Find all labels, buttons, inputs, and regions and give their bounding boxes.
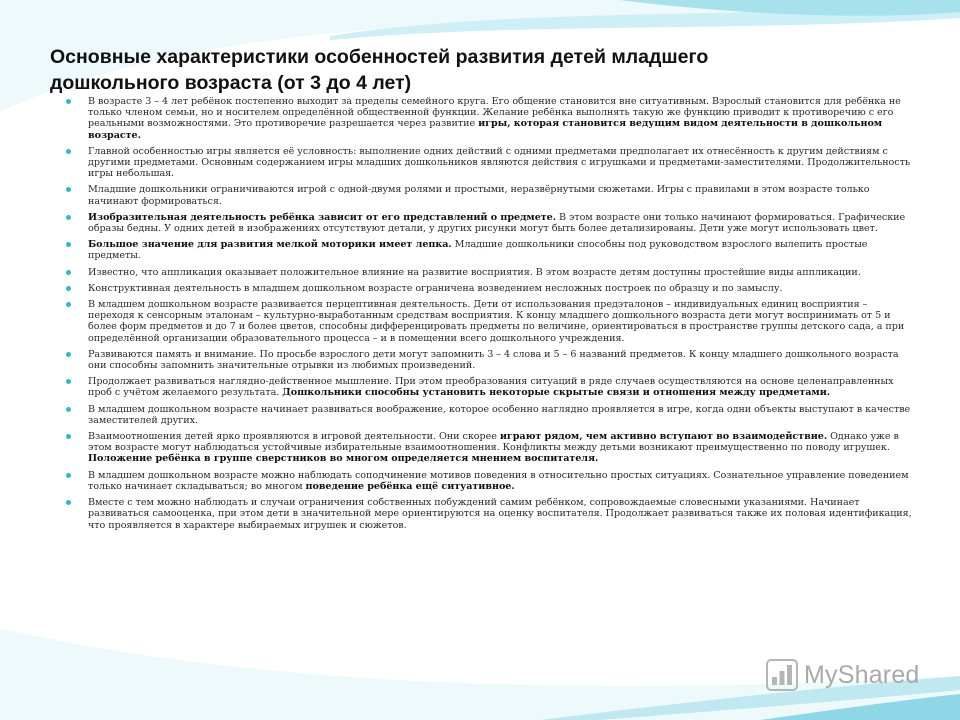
bullet-item bbox=[66, 497, 916, 531]
bullet-item bbox=[66, 283, 916, 294]
watermark bbox=[766, 657, 920, 693]
watermark-text: MyShared bbox=[804, 660, 920, 689]
bullet-item bbox=[66, 146, 916, 180]
bullet-item bbox=[66, 376, 916, 398]
bullet-item bbox=[66, 267, 916, 278]
bullet-text: Известно, что аппликация оказывает положительное влияние на развитие восприятия. В этом возрасте детям доступны простейшие виды аппликации. bbox=[88, 266, 861, 278]
bullet-item bbox=[66, 239, 916, 261]
bullet-text: Продолжает развиваться наглядно-действенное мышление. При этом преобразования ситуаций в ряде случаев осуществляются на основе целенаправленных проб с учётом желаемого результата. bbox=[88, 376, 894, 399]
bullet-text: Однако уже в этом возрасте могут наблюдаться устойчивые избирательные взаимоотношения. Конфликты между детьми возникают преимущественно по поводу игрушек. bbox=[88, 431, 899, 454]
bullet-text: Главной особенностью игры является её условность: выполнение одних действий с одними предметами предполагает их отнесённость к другим действиям с другими предметами. Основным содержанием игры младших дошкольников являются действия с игрушками и предметами-заместителями. Продолжительность игры небольшая. bbox=[88, 145, 911, 180]
bullet-item bbox=[66, 184, 916, 206]
bullet-item bbox=[66, 212, 916, 234]
bullet-item bbox=[66, 349, 916, 371]
myshared-logo-icon bbox=[766, 659, 798, 691]
bullet-text: В возрасте 3 – 4 лет ребёнок постепенно выходит за пределы семейного круга. Его общение становится вне ситуативным. Взрослый становится для ребёнка не только членом семьи, но и носителем определённой общественной функции. Желание ребёнка выполнять такую же функцию приводит к противоречию с его реальными возможностями. Это противоречие разрешается через развитие bbox=[88, 96, 901, 130]
bullet-text-bold: Большое значение для развития мелкой моторики имеет лепка. bbox=[88, 239, 452, 251]
bullet-text: В этом возрасте они только начинают формироваться. Графические образы бедны. У одних детей в изображениях отсутствуют детали, у других рисунки могут быть более детализированы. Дети уже могут использовать цвет. bbox=[88, 211, 906, 235]
bullet-item bbox=[66, 299, 916, 344]
bullet-text-bold: игры, которая становится ведущим видом деятельности в дошкольном возрасте. bbox=[88, 118, 883, 141]
slide-title: Основные характеристики особенностей развития детей младшего дошкольного возраста (от 3 до 4 лет) bbox=[50, 46, 709, 94]
bullet-text-bold: поведение ребёнка ещё ситуативное. bbox=[305, 480, 515, 492]
bullet-text: В младшем дошкольном возрасте начинает развиваться воображение, которое особенно наглядно проявляется в игре, когда одни объекты выступают в качестве заместителей других. bbox=[88, 403, 911, 426]
bullet-text-bold: Положение ребёнка в группе сверстников во многом определяется мнением воспитателя. bbox=[88, 453, 599, 465]
bullet-item bbox=[66, 404, 916, 426]
bullet-item bbox=[66, 96, 916, 141]
bullet-text-bold: Дошкольники способны установить некоторые скрытые связи и отношения между предметами. bbox=[282, 387, 831, 399]
bullet-text-bold: Изобразительная деятельность ребёнка зависит от его представлений о предмете. bbox=[88, 211, 556, 223]
bullet-text-bold: играют рядом, чем активно вступают во взаимодействие. bbox=[499, 431, 828, 443]
bullet-text: Развиваются память и внимание. По просьбе взрослого дети могут запомнить 3 – 4 слова и 5 – 6 названий предметов. К концу младшего дошкольного возраста они способны запомнить значительные отрывки из любимых произведений. bbox=[88, 348, 899, 372]
bullet-item bbox=[66, 431, 916, 465]
bullet-text: Взаимоотношения детей ярко проявляются в игровой деятельности. Они скорее bbox=[88, 431, 500, 443]
bullet-text: Младшие дошкольники ограничиваются игрой с одной-двумя ролями и простыми, неразвёрнутыми сюжетами. Игры с правилами в этом возрасте только начинают формироваться. bbox=[88, 184, 870, 207]
bullet-text: Конструктивная деятельность в младшем дошкольном возрасте ограничена возведением несложных построек по образцу и по замыслу. bbox=[88, 282, 783, 294]
bullet-text: В младшем дошкольном возрасте можно наблюдать соподчинение мотивов поведения в относительно простых ситуациях. Сознательное управление поведением только начинает складываться; во многом bbox=[88, 469, 909, 492]
bullet-text: В младшем дошкольном возрасте развивается перцептивная деятельность. Дети от использования предэталонов – индивидуальных единиц восприятия – переходя к сенсорным эталонам – культурно-выработанным средствам восприятия. К концу младшего дошкольного возраста дети могут воспринимать от 5 и более форм предметов и до 7 и более цветов, способны дифференцировать предметы по величине, ориентироваться в пространстве группы детского сада, а при определённой организации образовательного процесса – и в помещении всего дошкольного учреждения. bbox=[88, 299, 905, 344]
bullet-text: Младшие дошкольники способны под руководством взрослого вылепить простые предметы. bbox=[88, 239, 868, 262]
bullet-list bbox=[66, 96, 916, 536]
bullet-text: Вместе с тем можно наблюдать и случаи ограничения собственных побуждений самим ребёнком, сопровождаемые словесными указаниями. Начинает развиваться самооценка, при этом дети в значительной мере ориентируются на оценку воспитателя. Продолжает развиваться также их половая идентификация, что проявляется в характере выбираемых игрушек и сюжетов. bbox=[88, 497, 912, 531]
bullet-item bbox=[66, 470, 916, 492]
